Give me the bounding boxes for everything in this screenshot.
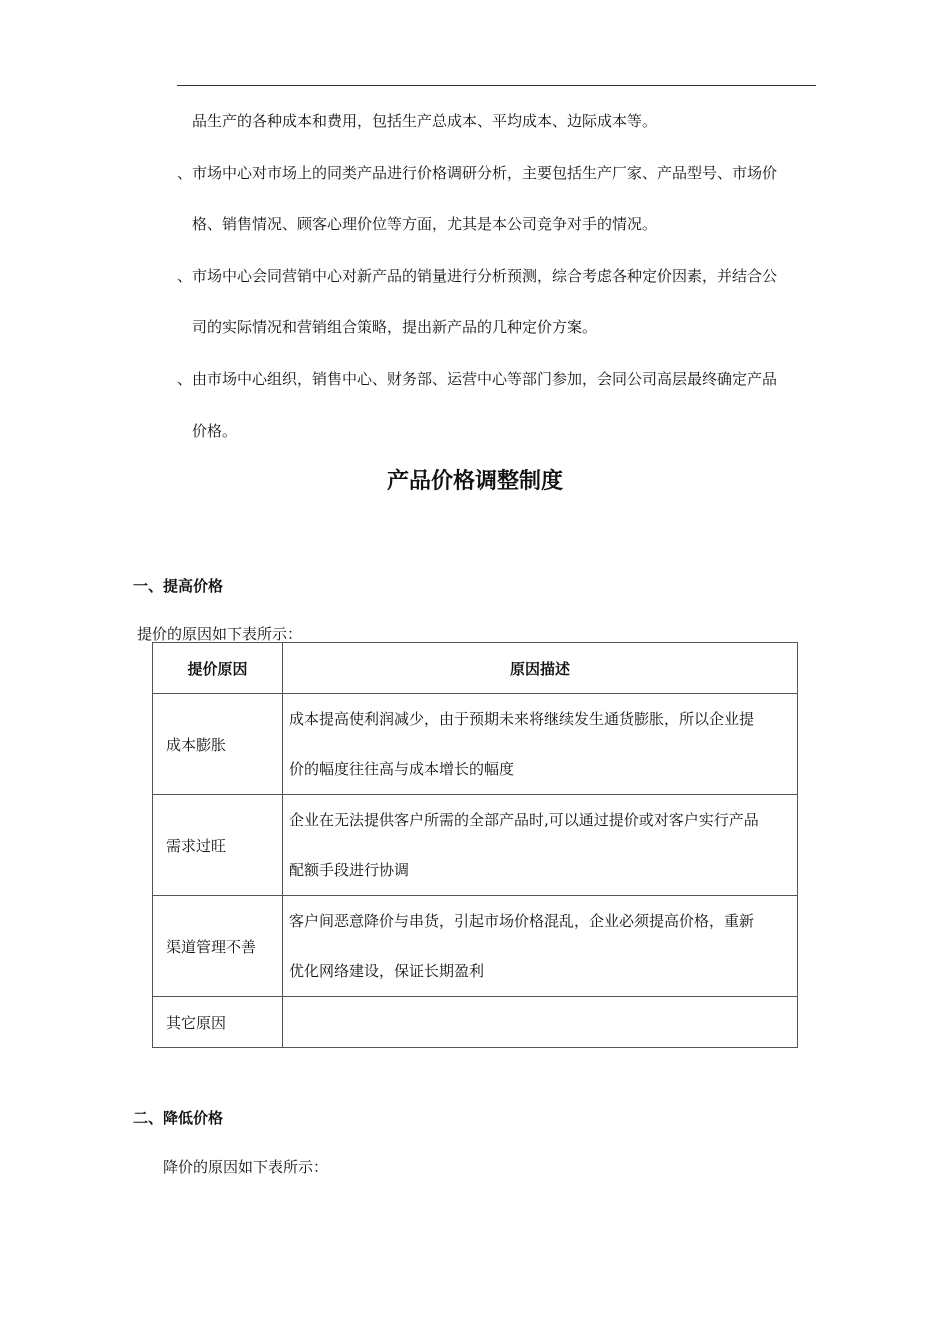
description-line: 成本提高使利润减少，由于预期未来将继续发生通货膨胀，所以企业提 [289,710,755,728]
paragraph-line: 价格。 [192,422,238,440]
table-cell-description [283,997,798,1048]
paragraph-line: 、由市场中心组织，销售中心、财务部、运营中心等部门参加，会同公司高层最终确定产品 [177,370,778,388]
description-line: 客户间恶意降价与串货，引起市场价格混乱，企业必须提高价格，重新 [289,912,755,930]
section-intro-raise-price: 提价的原因如下表所示： [137,625,303,643]
description-line: 企业在无法提供客户所需的全部产品时,可以通过提价或对客户实行产品 [289,811,759,829]
section-intro-lower-price: 降价的原因如下表所示： [163,1158,329,1176]
paragraph-line: 司的实际情况和营销组合策略，提出新产品的几种定价方案。 [192,318,598,336]
paragraph-line: 、市场中心会同营销中心对新产品的销量进行分析预测，综合考虑各种定价因素，并结合公 [177,267,778,285]
table-cell-description [283,896,798,997]
table-header-row [153,643,798,694]
table-cell-reason: 渠道管理不善 [153,896,283,997]
table-row [153,694,798,795]
description-line: 价的幅度往往高与成本增长的幅度 [289,760,515,778]
table-header-reason: 提价原因 [153,643,283,694]
table-cell-reason: 需求过旺 [153,795,283,896]
section-heading-raise-price: 一、提高价格 [133,577,224,595]
section-heading-lower-price: 二、降低价格 [133,1109,224,1127]
table-cell-description [283,795,798,896]
table-cell-reason: 其它原因 [153,997,283,1048]
document-title: 产品价格调整制度 [386,469,563,494]
description-line: 配额手段进行协调 [289,861,410,879]
table-row [153,896,798,997]
table-header-description: 原因描述 [283,643,798,694]
table-cell-reason: 成本膨胀 [153,694,283,795]
paragraph-line: 、市场中心对市场上的同类产品进行价格调研分析，主要包括生产厂家、产品型号、市场价 [177,164,778,182]
table-row [153,795,798,896]
table-cell-description [283,694,798,795]
paragraph-line: 品生产的各种成本和费用，包括生产总成本、平均成本、边际成本等。 [192,112,658,130]
header-rule [177,85,816,86]
table-row [153,997,798,1048]
description-line: 优化网络建设，保证长期盈利 [289,962,485,980]
price-increase-reasons-table [152,642,798,1048]
paragraph-line: 格、销售情况、顾客心理价位等方面，尤其是本公司竞争对手的情况。 [192,215,658,233]
